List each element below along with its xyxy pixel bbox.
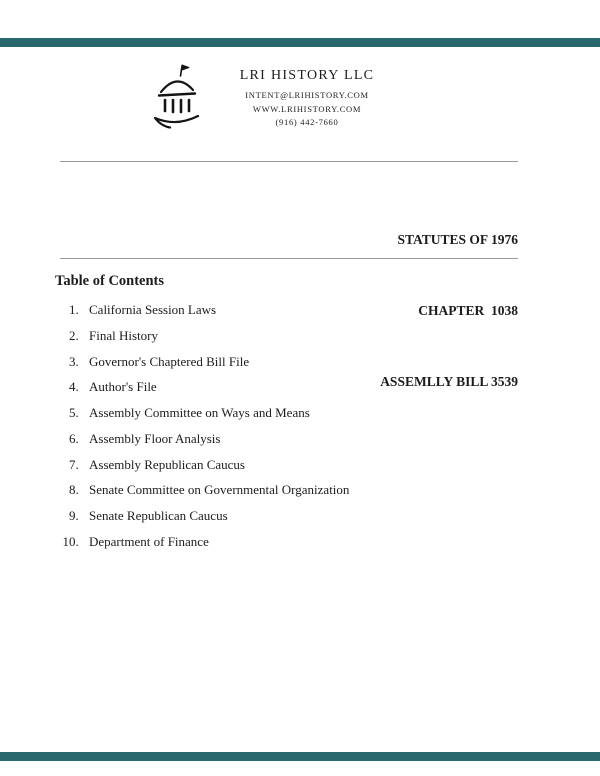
top-accent-bar xyxy=(0,38,600,47)
divider-bottom xyxy=(60,258,518,259)
assembly-bill-line: ASSEMLLY BILL 3539 xyxy=(380,374,518,389)
company-info-block xyxy=(240,68,375,130)
chapter-line: CHAPTER 1038 xyxy=(418,303,518,319)
toc-title: Table of Contents xyxy=(55,273,165,289)
company-email: INTENT@LRIHISTORY.COM xyxy=(245,90,369,101)
capitol-sketch-icon xyxy=(146,60,208,138)
divider-top xyxy=(60,161,518,162)
statutes-line: STATUTES OF 1976 xyxy=(397,232,518,248)
letterhead xyxy=(0,60,520,138)
company-website: WWW.LRIHISTORY.COM xyxy=(252,103,362,114)
toc-item: 5. Assembly Committee on Ways and Means xyxy=(82,405,349,421)
toc-item: 1. California Session Laws xyxy=(82,302,349,318)
toc-list xyxy=(40,302,349,560)
bill-reference-block xyxy=(380,181,518,441)
toc-item: 10. Department of Finance xyxy=(82,534,349,550)
bottom-accent-bar xyxy=(0,752,600,761)
toc-item: 3. Governor's Chaptered Bill File xyxy=(82,354,349,370)
company-name: LRI HISTORY LLC xyxy=(239,68,375,84)
toc-item: 6. Assembly Floor Analysis xyxy=(82,431,349,447)
toc-item: 7. Assembly Republican Caucus xyxy=(82,457,349,473)
company-phone: (916) 442-7660 xyxy=(275,117,339,128)
toc-item: 9. Senate Republican Caucus xyxy=(82,508,349,524)
toc-item: 2. Final History xyxy=(82,328,349,344)
toc-item: 4. Author's File xyxy=(82,379,349,395)
toc-item: 8. Senate Committee on Governmental Organization xyxy=(82,482,349,498)
